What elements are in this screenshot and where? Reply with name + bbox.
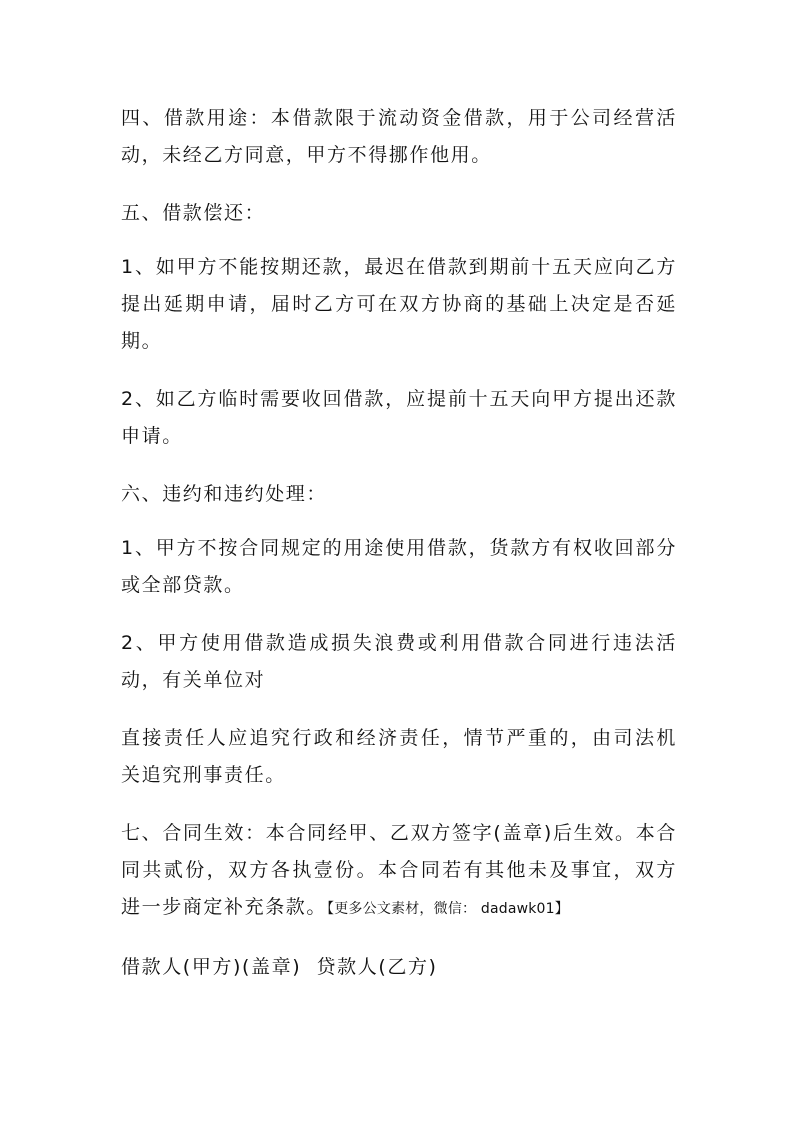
paragraph-contract-effective: [121, 815, 677, 928]
paragraph-repayment-1: 1、如甲方不能按期还款，最迟在借款到期前十五天应向乙方提出延期申请，届时乙方可在双方协商的基础上决定是否延期。: [121, 256, 677, 352]
signature-line: 借款人(甲方)(盖章) 贷款人(乙方): [121, 956, 438, 978]
paragraph-loan-purpose: 四、借款用途：本借款限于流动资金借款，用于公司经营活动，未经乙方同意，甲方不得挪作他用。: [121, 107, 677, 166]
document-body: [121, 100, 677, 1007]
material-note: 【更多公文素材，微信： dadawk01】: [327, 901, 569, 917]
contract-effective-text: 七、合同生效：本合同经甲、乙双方签字(盖章)后生效。本合同共贰份，双方各执壹份。本合同若有其他未及事宜，双方进一步商定补充条款。: [121, 822, 677, 918]
heading-breach: 六、违约和违约处理：: [121, 483, 328, 505]
paragraph-repayment-2: 2、如乙方临时需要收回借款，应提前十五天向甲方提出还款申请。: [121, 388, 677, 447]
heading-loan-repayment: 五、借款偿还：: [121, 202, 266, 224]
paragraph-breach-1: 1、甲方不按合同规定的用途使用借款，货款方有权收回部分或全部贷款。: [121, 537, 677, 596]
paragraph-breach-2: 2、甲方使用借款造成损失浪费或利用借款合同进行违法活动，有关单位对: [121, 632, 677, 691]
paragraph-breach-2-continued: 直接责任人应追究行政和经济责任，情节严重的，由司法机关追究刑事责任。: [121, 727, 677, 786]
